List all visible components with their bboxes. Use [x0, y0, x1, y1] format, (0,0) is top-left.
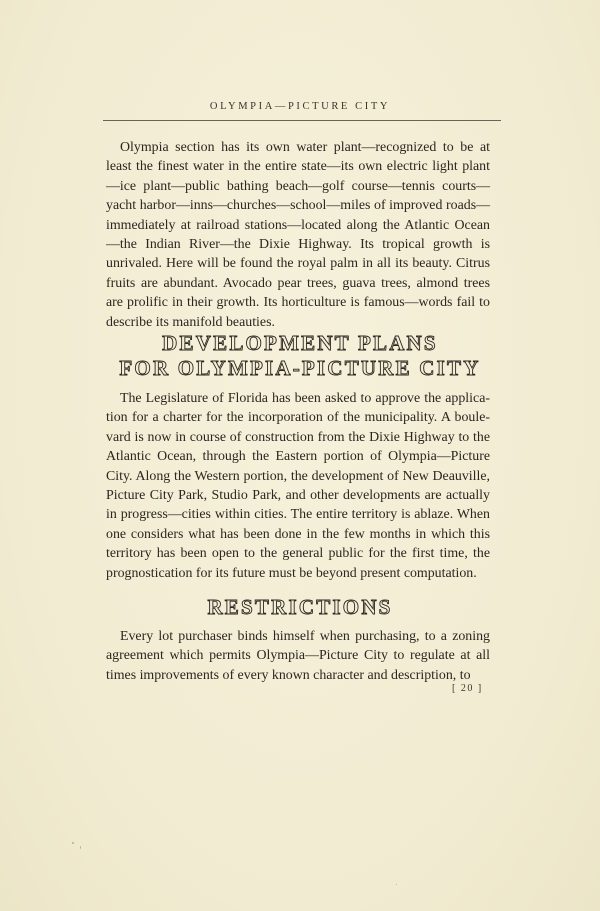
paragraph-olympia-section: Olympia section has its own water plant—recognized to be at least the finest water in the entire state—its own electric light plant—ice plant—public bathing beach—golf course—tennis courts—yacht harbor—inns—churches—school—miles of improved roads—immediately at railroad stations—located along the Atlantic Ocean—the Indian River—the Dixie Highway. Its tropical growth is unrivaled. Here will be found the royal palm in all its beauty. Citrus fruits are abundant. Avocado pear trees, guava trees, almond trees are prolific in their growth. Its horticulture is famous—words fail to describe its manifold beauties. — [106, 140, 490, 330]
heading-development-plans: DEVELOPMENT PLANS — [162, 331, 438, 355]
heading-for-olympia-picture-city: FOR OLYMPIA-PICTURE CITY — [119, 356, 481, 380]
page-number: [ 20 ] — [452, 683, 483, 694]
paragraph-restrictions: Every lot purchaser binds himself when purchasing, to a zoning agreement which permits Olympia—Picture City to regulate at all times improvements of every known character and description, to — [106, 629, 490, 683]
paper-speck — [396, 884, 397, 885]
paper-speck — [72, 842, 74, 844]
header-rule — [103, 120, 501, 121]
running-head: OLYMPIA—PICTURE CITY — [209, 101, 391, 112]
paragraph-development-plans: The Legislature of Florida has been asked to approve the application for a charter for the incorporation of the municipality. A boulevard is now in course of construction from the Dixie Highway to the Atlantic Ocean, through the Eastern portion of Olympia—Picture City. Along the Western portion, the development of New Deauville, Picture City Park, Studio Park, and other developments are actually in progress—cities within cities. The entire territory is ablaze. When one considers what has been done in the few months in which this territory has been open to the general public for the first time, the prognostication for its future must be beyond present computation. — [106, 391, 490, 581]
heading-restrictions: RESTRICTIONS — [207, 595, 393, 619]
paper-speck — [80, 846, 81, 849]
